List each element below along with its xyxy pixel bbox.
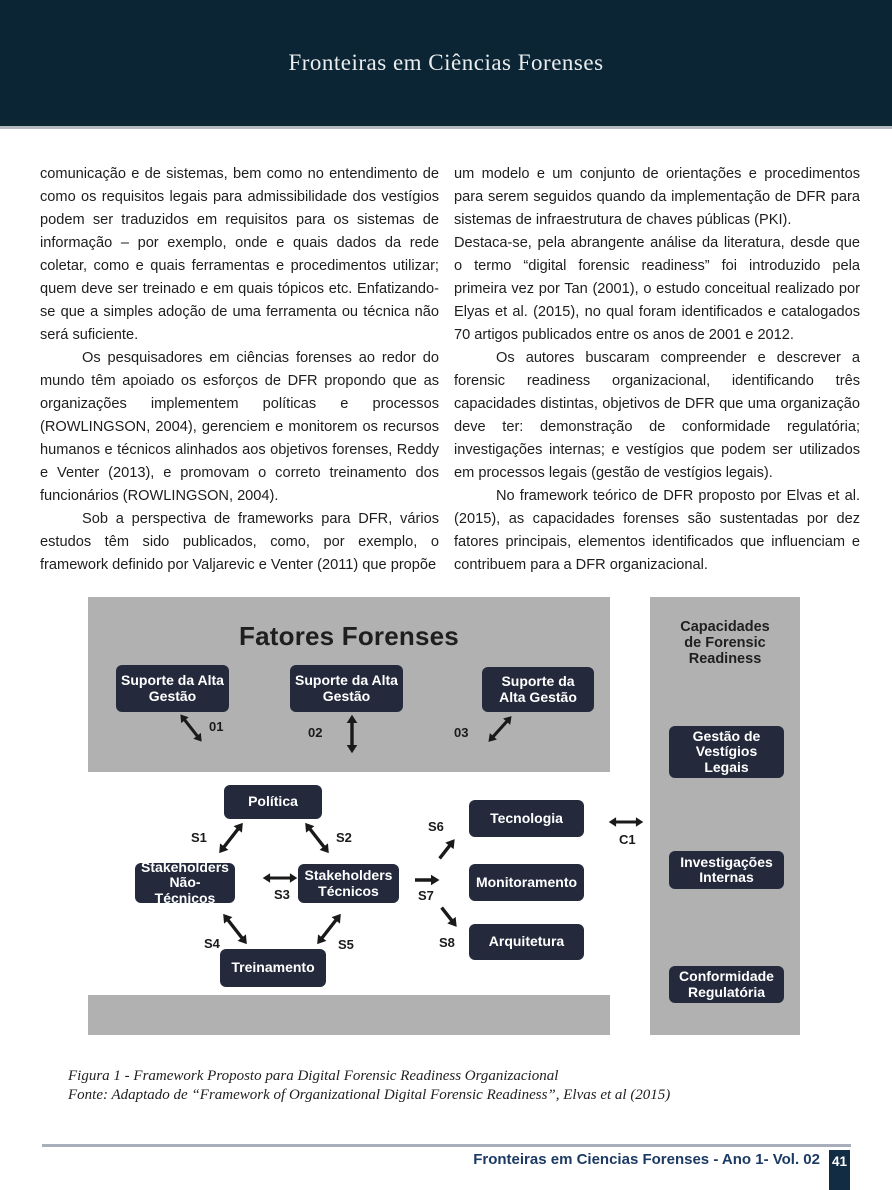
- paragraph: Os pesquisadores em ciências forenses ao redor do mundo têm apoiado os esforços de DFR propondo que as organizações implementem políticas e processos (ROWLINGSON, 2004), gerenciem e monitorem os recursos humanos e técnicos alinhados aos objetivos forenses, Reddy e Venter (2013), e promovam o correto treinamento dos funcionários (ROWLINGSON, 2004).: [40, 350, 439, 504]
- paragraph: um modelo e um conjunto de orientações e procedimentos para serem seguidos quando da implementação de DFR para sistemas de infraestrutura de chaves públicas (PKI).: [454, 166, 860, 228]
- node-suporte-alta-gestao-1: Suporte da Alta Gestão: [116, 665, 229, 712]
- arrow-s1-icon: [214, 819, 248, 858]
- node-tecnologia: Tecnologia: [469, 800, 584, 837]
- arrow-02-icon: [346, 714, 358, 754]
- arrow-label-s2: S2: [336, 830, 352, 845]
- figure-caption-line1: Figura 1 - Framework Proposto para Digital Forensic Readiness Organizacional: [68, 1068, 559, 1084]
- arrow-label-s5: S5: [338, 937, 354, 952]
- factors-title: Fatores Forenses: [239, 621, 459, 651]
- arrow-label-s7: S7: [418, 888, 434, 903]
- node-suporte-alta-gestao-3: Suporte da Alta Gestão: [482, 667, 594, 712]
- figure-caption-line2: Fonte: Adaptado de “Framework of Organizational Digital Forensic Readiness”, Elvas et al (2015): [68, 1086, 671, 1103]
- node-arquitetura: Arquitetura: [469, 924, 584, 960]
- paragraph: Os autores buscaram compreender e descrever a forensic readiness organizacional, identificando três capacidades distintas, objetivos de DFR que uma organização deve ter: demonstração de conformidade regulatória; investigações internas; e vestígios que podem ser utilizados em processos legais (gestão de vestígios legais).: [454, 350, 860, 481]
- article-column-right: [454, 163, 860, 577]
- arrow-label-01: 01: [209, 719, 224, 734]
- arrow-label-s8: S8: [439, 935, 455, 950]
- paragraph: Destaca-se, pela abrangente análise da literatura, desde que o termo “digital forensic readiness” foi introduzido pela primeira vez por Tan (2001), o estudo conceitual realizado por Elyas et al. (2015), no qual foram identificados e catalogados 70 artigos publicados entre os anos de 2001 e 2012.: [454, 235, 860, 343]
- paragraph: Sob a perspectiva de frameworks para DFR, vários estudos têm sido publicados, como, por exemplo, o framework definido por Valjarevic e Venter (2011) que propõe: [40, 511, 439, 573]
- arrow-label-c1: C1: [619, 832, 636, 847]
- arrow-s4-icon: [218, 910, 252, 949]
- page-header: [0, 0, 892, 129]
- page-number-badge: 41: [829, 1150, 850, 1190]
- journal-title: Fronteiras em Ciências Forenses: [288, 50, 604, 75]
- arrow-c1-icon: [608, 816, 644, 828]
- bottom-gray-band: [88, 995, 610, 1035]
- arrow-s2-icon: [300, 819, 334, 858]
- arrow-s8-icon: [434, 901, 463, 934]
- arrow-label-02: 02: [308, 725, 323, 740]
- footer-rule: [42, 1144, 851, 1147]
- arrow-s7-icon: [413, 874, 441, 886]
- footer-journal-line: Fronteiras em Ciencias Forenses - Ano 1- Vol. 02: [473, 1151, 820, 1168]
- arrow-label-s3: S3: [274, 887, 290, 902]
- node-gestao-vestigios-legais: Gestão de Vestígios Legais: [669, 726, 784, 778]
- node-suporte-alta-gestao-2: Suporte da Alta Gestão: [290, 665, 403, 712]
- arrow-label-s6: S6: [428, 819, 444, 834]
- arrow-label-03: 03: [454, 725, 469, 740]
- capabilities-title: Capacidades de Forensic Readiness: [680, 619, 770, 667]
- figure-caption: [68, 1067, 768, 1104]
- article-column-left: [40, 163, 439, 577]
- node-investigacoes-internas: Investigações Internas: [669, 851, 784, 889]
- node-stakeholders-tecnicos: Stakeholders Técnicos: [298, 864, 399, 903]
- paragraph: comunicação e de sistemas, bem como no entendimento de como os requisitos legais para admissibilidade dos vestígios podem ser traduzidos em requisitos para os sistemas de informação – por exemplo, onde e quais dados da rede coletar, como e quais ferramentas e procedimentos utilizar; quem deve ser treinado e em quais tópicos etc. Enfatizando-se que a simples adoção de uma ferramenta ou técnica não será suficiente.: [40, 166, 439, 343]
- node-treinamento: Treinamento: [220, 949, 326, 987]
- arrow-s3-icon: [262, 872, 298, 884]
- node-conformidade-regulatoria: Conformidade Regulatória: [669, 966, 784, 1003]
- node-politica: Política: [224, 785, 322, 819]
- node-monitoramento: Monitoramento: [469, 864, 584, 901]
- paragraph: No framework teórico de DFR proposto por Elvas et al. (2015), as capacidades forenses são sustentadas por dez fatores principais, elementos identificados que influenciam e contribuem para a DFR organizacional.: [454, 488, 860, 573]
- arrow-label-s4: S4: [204, 936, 220, 951]
- node-stakeholders-nao-tecnicos: Stakeholders Não-Técnicos: [135, 863, 235, 903]
- figure-framework-diagram: [88, 597, 800, 1035]
- arrow-label-s1: S1: [191, 830, 207, 845]
- arrow-s6-icon: [432, 832, 462, 866]
